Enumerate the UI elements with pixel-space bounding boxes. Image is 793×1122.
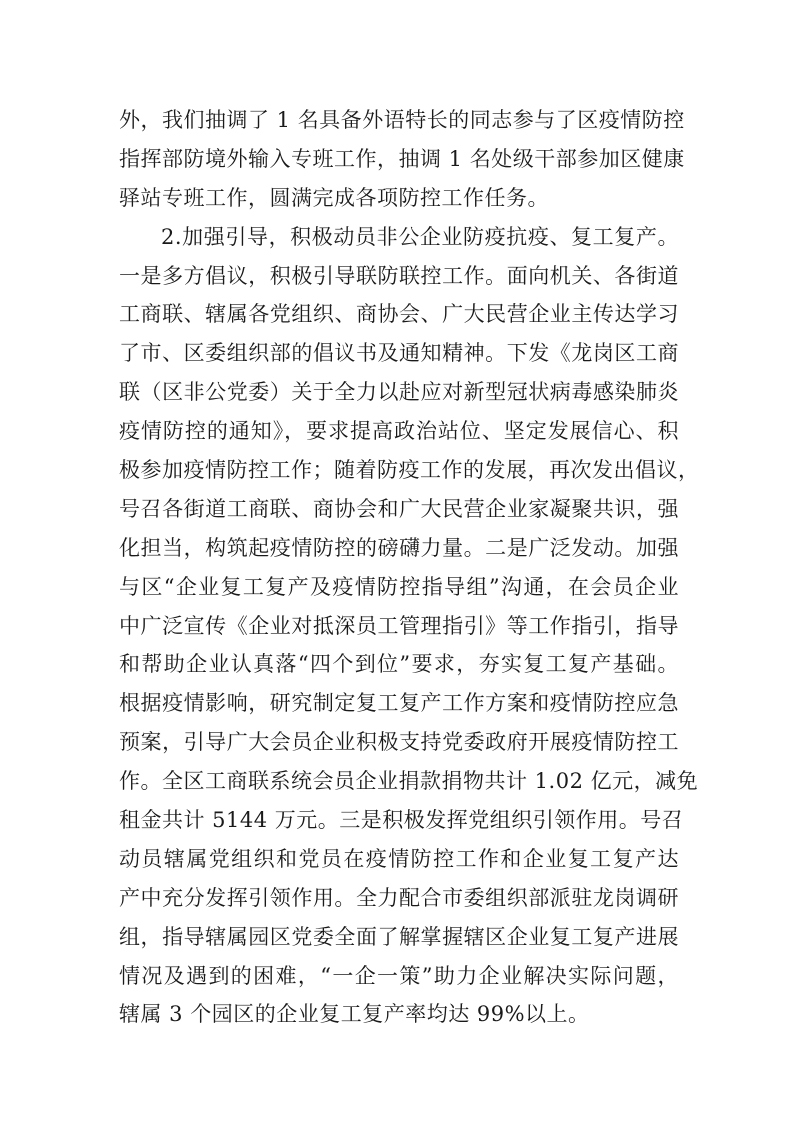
text-line: 化担当，构筑起疫情防控的磅礴力量。二是广泛发动。加强 xyxy=(119,535,679,560)
text-line: 一是多方倡议，积极引导联防联控工作。面向机关、各街道 xyxy=(119,263,679,288)
text-line: 驿站专班工作，圆满完成各项防控工作任务。 xyxy=(119,185,549,210)
section-heading-line: 2.加强引导，积极动员非公企业防疫抗疫、复工复产。 xyxy=(161,224,679,249)
text-line: 外，我们抽调了 1 名具备外语特长的同志参与了区疫情防控 xyxy=(119,108,685,132)
text-line: 动员辖属党组织和党员在疫情防控工作和企业复工复产达 xyxy=(119,846,679,871)
text-line: 预案，引导广大会员企业积极支持党委政府开展疫情防控工 xyxy=(119,730,679,755)
text-line: 和帮助企业认真落“四个到位”要求，夯实复工复产基础。 xyxy=(119,652,679,677)
paragraph-2 xyxy=(119,218,700,1035)
text-line: 号召各街道工商联、商协会和广大民营企业家凝聚共识，强 xyxy=(119,496,679,521)
paragraph-1 xyxy=(119,101,685,218)
text-line: 了市、区委组织部的倡议书及通知精神。下发《龙岗区工商 xyxy=(119,341,679,366)
text-line: 租金共计 5144 万元。三是积极发挥党组织引领作用。号召 xyxy=(119,808,684,833)
text-line: 组，指导辖属园区党委全面了解掌握辖区企业复工复产进展 xyxy=(119,924,679,949)
text-line: 根据疫情影响，研究制定复工复产工作方案和疫情防控应急 xyxy=(119,691,679,716)
text-line: 情况及遇到的困难，“一企一策”助力企业解决实际问题， xyxy=(119,963,679,988)
text-line: 与区“企业复工复产及疫情防控指导组”沟通，在会员企业 xyxy=(119,574,679,599)
text-line: 疫情防控的通知》，要求提高政治站位、坚定发展信心、积 xyxy=(119,419,679,444)
text-line: 工商联、辖属各党组织、商协会、广大民营企业主传达学习 xyxy=(119,302,679,327)
document-body xyxy=(119,101,700,1034)
text-line: 产中充分发挥引领作用。全力配合市委组织部派驻龙岗调研 xyxy=(119,885,679,910)
text-line: 极参加疫情防控工作；随着防疫工作的发展，再次发出倡议， xyxy=(119,458,700,483)
text-line: 指挥部防境外输入专班工作，抽调 1 名处级干部参加区健康 xyxy=(119,146,685,171)
text-line: 联（区非公党委）关于全力以赴应对新型冠状病毒感染肺炎 xyxy=(119,380,679,405)
text-line: 辖属 3 个园区的企业复工复产率均达 99%以上。 xyxy=(119,1002,590,1027)
text-line: 中广泛宣传《企业对抵深员工管理指引》等工作指引，指导 xyxy=(119,613,679,638)
text-line: 作。全区工商联系统会员企业捐款捐物共计 1.02 亿元，减免 xyxy=(119,769,699,794)
